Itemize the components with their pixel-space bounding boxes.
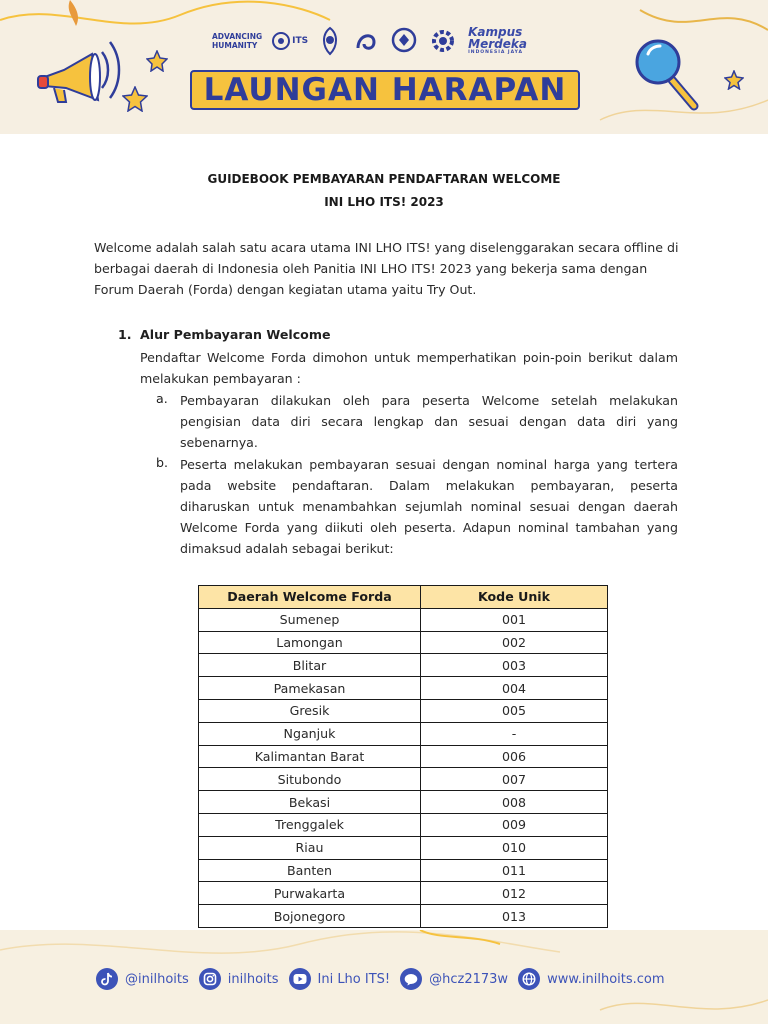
bem-its-logo-icon [390,26,418,56]
table-body [199,608,608,927]
gear-logo-icon [428,26,458,56]
document-title-line1: GUIDEBOOK PEMBAYARAN PENDAFTARAN WELCOME [207,172,561,186]
section-body: Pendaftar Welcome Forda dimohon untuk memperhatikan poin-poin berikut dalam melakukan pembayaran : [140,350,678,386]
list-item-label: a. [156,391,168,406]
region-cell: Purwakarta [199,882,421,905]
code-cell: 001 [421,608,608,631]
region-cell: Nganjuk [199,722,421,745]
region-cell: Banten [199,859,421,882]
code-cell: - [421,722,608,745]
region-cell: Pamekasan [199,677,421,700]
region-cell: Riau [199,836,421,859]
globe-icon [518,968,540,990]
list-item-text: Peserta melakukan pembayaran sesuai dengan nominal harga yang tertera pada website pendaftaran. Dalam melakukan pembayaran, peserta diharuskan untuk menambahkan sejumlah nominal sesuai dengan daerah Welcome Forda yang diikuti oleh peserta. Adapun nominal tambahan yang dimaksud adalah sebagai berikut: [180,457,678,556]
advancing-humanity-logo: ADVANCING HUMANITY [212,32,263,50]
line-icon [400,968,422,990]
list-item-label: b. [156,455,168,470]
code-cell: 006 [421,745,608,768]
code-cell: 008 [421,791,608,814]
region-cell: Lamongan [199,631,421,654]
list-item-text: Pembayaran dilakukan oleh para peserta Welcome setelah melakukan pengisian data diri secara lengkap dan sesuai dengan data diri yang sebenarnya. [180,393,678,450]
region-cell: Bojonegoro [199,905,421,928]
social-link-website[interactable]: www.inilhoits.com [518,968,664,990]
its-logo: ITS [272,30,308,52]
star-icon [122,86,148,112]
instagram-icon [199,968,221,990]
table-row [199,608,608,631]
social-link-tiktok[interactable]: @inilhoits [96,968,189,990]
code-cell: 011 [421,859,608,882]
kampus-merdeka-logo: Kampus Merdeka INDONESIA JAYA [468,25,527,55]
column-header: Daerah Welcome Forda [199,586,421,609]
table-row [199,745,608,768]
table-header-row [199,586,608,609]
social-link-instagram[interactable]: inilhoits [199,968,279,990]
region-cell: Blitar [199,654,421,677]
region-cell: Situbondo [199,768,421,791]
social-link-youtube[interactable]: Ini Lho ITS! [289,968,391,990]
code-cell: 009 [421,813,608,836]
page-footer [0,930,768,1024]
social-links [96,968,665,990]
region-cell: Sumenep [199,608,421,631]
partner-logos [212,20,527,62]
table-row [199,791,608,814]
table-row [199,699,608,722]
banner-title: LAUNGAN HARAPAN [203,72,567,108]
region-cell: Bekasi [199,791,421,814]
star-icon [146,50,168,72]
region-cell: Gresik [199,699,421,722]
table-row [199,631,608,654]
table-row [199,813,608,836]
table-row [199,722,608,745]
document-title-line2: INI LHO ITS! 2023 [324,195,444,209]
region-cell: Kalimantan Barat [199,745,421,768]
social-link-line[interactable]: @hcz2173w [400,968,508,990]
kode-unik-table [198,585,608,928]
code-cell: 013 [421,905,608,928]
page-header [0,0,768,134]
table-row [199,654,608,677]
code-cell: 002 [421,631,608,654]
code-cell: 010 [421,836,608,859]
table-row [199,677,608,700]
section-number: 1. [118,327,132,342]
table-row [199,905,608,928]
section-title: Alur Pembayaran Welcome [140,327,331,342]
table-row [199,859,608,882]
region-cell: Trenggalek [199,813,421,836]
intro-paragraph: Welcome adalah salah satu acara utama INI LHO ITS! yang diselenggarakan secara offline di berbagai daerah di Indonesia oleh Panitia INI LHO ITS! 2023 yang bekerja sama dengan Forum Daerah (Forda) dengan kegiatan utama yaitu Try Out. [94,240,679,297]
code-cell: 007 [421,768,608,791]
code-cell: 005 [421,699,608,722]
table-row [199,882,608,905]
column-header: Kode Unik [421,586,608,609]
tiktok-icon [96,968,118,990]
magnifier-icon [634,36,700,112]
event-banner [190,70,580,110]
table-row [199,768,608,791]
star-icon [724,70,744,90]
code-cell: 004 [421,677,608,700]
code-cell: 003 [421,654,608,677]
organization-logo-icon [352,26,380,56]
organization-logo-icon [318,26,342,56]
youtube-icon [289,968,311,990]
table-row [199,836,608,859]
code-cell: 012 [421,882,608,905]
